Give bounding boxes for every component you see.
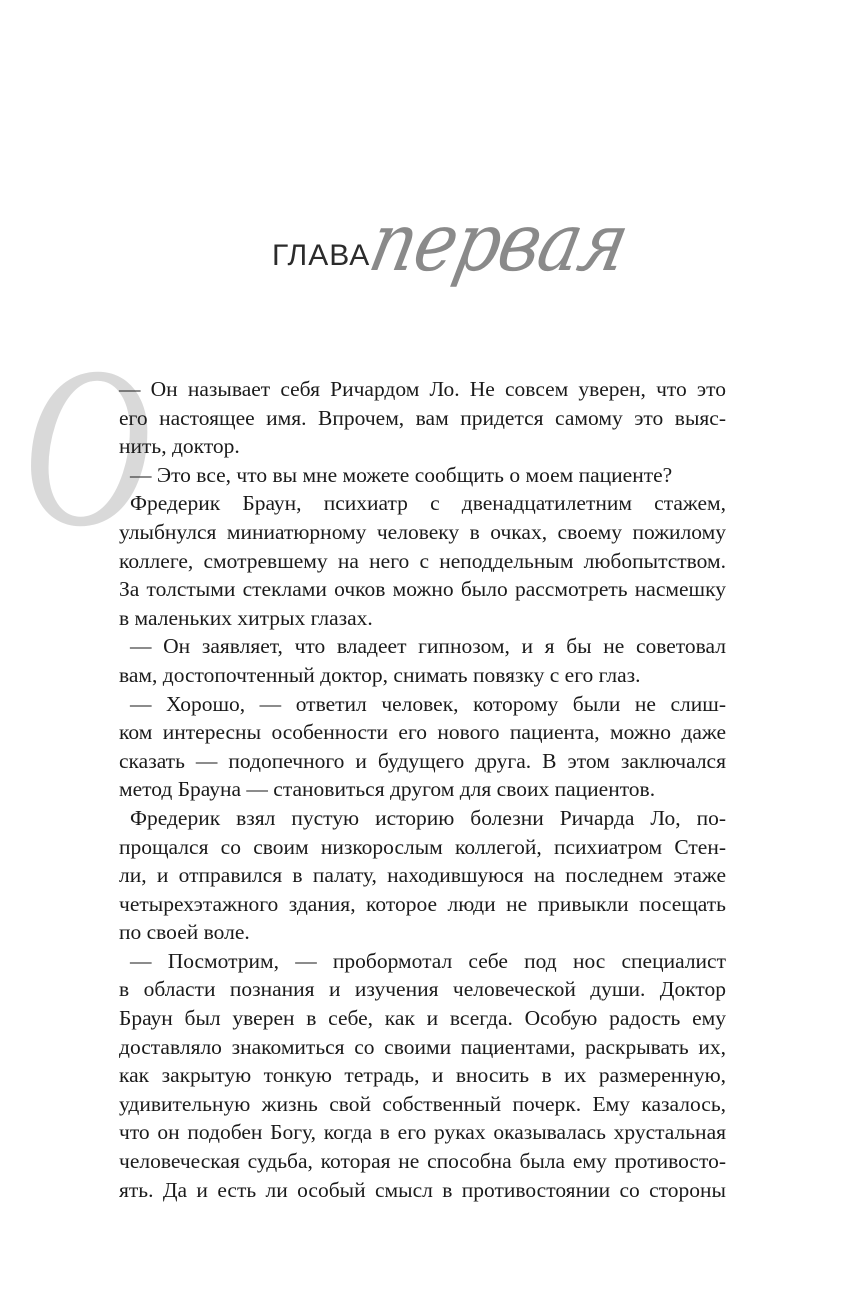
text-line: что он подобен Богу, когда в его руках оказывалась хрустальная [119,1120,726,1145]
text-line: как закрытую тонкую тетрадь, и вносить в их размеренную, [119,1063,726,1088]
text-line: — Он называет себя Ричардом Ло. Не совсем уверен, что это [119,377,726,401]
chapter-label: ГЛАВА [272,239,371,272]
text-line: — Это все, что вы мне можете сообщить о моем пациенте? [130,462,673,487]
text-line: вам, достопочтенный доктор, снимать повязку с его глаз. [119,662,641,687]
text-line: ять. Да и есть ли особый смысл в противостоянии со стороны [119,1177,726,1202]
text-line: — Посмотрим, — пробормотал себе под нос специалист [130,948,726,973]
chapter-heading [0,195,844,325]
text-line: по своей воле. [119,920,250,945]
text-line: в маленьких хитрых глазах. [119,605,373,630]
text-line: Фредерик взял пустую историю болезни Ричарда Ло, по- [130,805,726,830]
text-line: прощался со своим низкорослым коллегой, психиатром Стен- [119,834,726,859]
text-line: доставляло знакомиться со своими пациентами, раскрывать их, [119,1034,726,1059]
text-line: удивительную жизнь свой собственный почерк. Ему казалось, [119,1091,726,1116]
drop-cap: О [22,319,152,574]
text-line: коллеге, смотревшему на него с неподдельным любопытством. [119,548,726,573]
chapter-number-word: первая [361,195,637,290]
text-line: — Он заявляет, что владеет гипнозом, и я бы не советовал [130,634,726,659]
text-line: сказать — подопечного и будущего друга. В этом заключался [119,748,726,773]
text-line: улыбнулся миниатюрному человеку в очках, своему пожилому [119,519,726,544]
text-line: Браун был уверен в себе, как и всегда. Особую радость ему [119,1006,726,1031]
text-line: — Хорошо, — ответил человек, которому были не слиш- [130,691,726,716]
body-text [119,375,726,1204]
text-line: человеческая судьба, которая не способна была ему противосто- [119,1149,726,1174]
text-line: ком интересны особенности его нового пациента, можно даже [119,720,726,745]
text-line: нить, доктор. [119,434,240,459]
text-line: его настоящее имя. Впрочем, вам придется самому это выяс- [119,405,726,430]
text-line: метод Брауна — становиться другом для своих пациентов. [119,777,656,802]
text-line: ли, и отправился в палату, находившуюся на последнем этаже [119,863,726,888]
text-line: За толстыми стеклами очков можно было рассмотреть насмешку [119,577,726,602]
text-line: Фредерик Браун, психиатр с двенадцатилетним стажем, [130,491,726,516]
text-line: четырехэтажного здания, которое люди не привыкли посещать [119,891,726,916]
text-line: в области познания и изучения человеческой души. Доктор [119,977,726,1002]
